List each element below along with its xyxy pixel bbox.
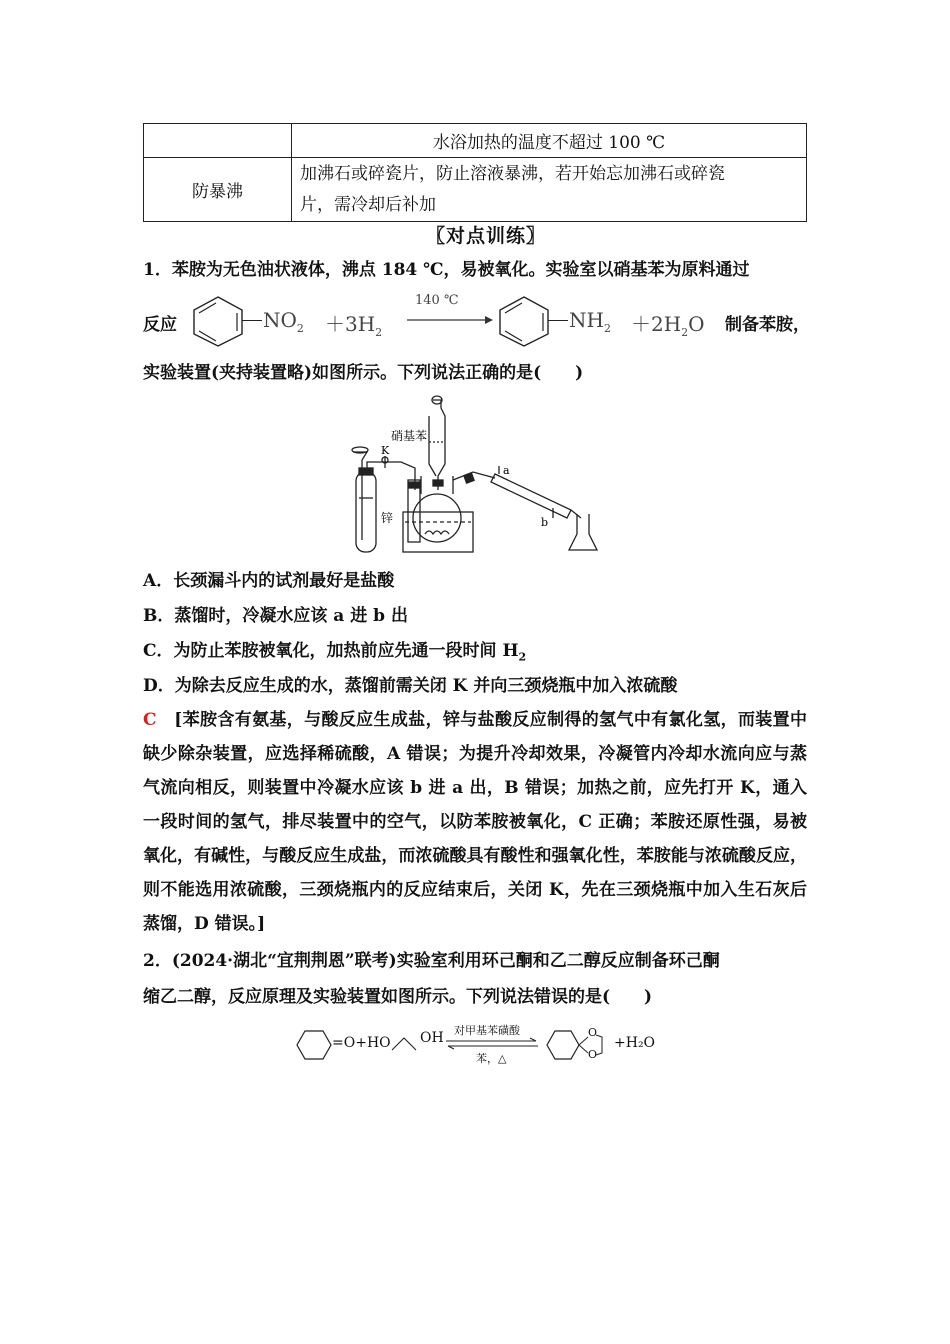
q1-reaction-line: [143, 290, 823, 350]
scheme-o-top: O: [588, 1026, 598, 1039]
table-cell-content: 水浴加热的温度不超过 100 ℃: [292, 124, 807, 158]
label-a: a: [503, 464, 510, 477]
answer-letter: C: [143, 710, 157, 730]
label-zinc: 锌: [381, 511, 394, 525]
table-cell-label: 防暴沸: [144, 158, 292, 222]
label-nitrobenzene: 硝基苯: [391, 429, 428, 443]
water-text: ＋2H: [631, 312, 682, 336]
hydrogen-reactant: [325, 308, 382, 339]
option-c-text: C．为防止苯胺被氧化，加热前应先通一段时间 H: [143, 641, 519, 661]
option-c: [143, 640, 526, 668]
scheme-catalyst: 对甲基苯磺酸: [454, 1024, 520, 1037]
option-a: A．长颈漏斗内的试剂最好是盐酸: [143, 571, 395, 591]
q1-line3: 实验装置(夹持装置略)如图所示。下列说法正确的是( ): [143, 363, 584, 383]
table-row: [144, 158, 807, 222]
label-k: K: [381, 444, 390, 457]
h2-sub: 2: [375, 326, 383, 339]
label-b: b: [541, 516, 549, 529]
reaction-arrow-icon: [405, 314, 493, 326]
reaction-suffix: 制备苯胺，: [725, 315, 810, 335]
scheme-o-bottom: O: [588, 1048, 598, 1061]
benzene-ring-icon: [493, 294, 555, 348]
section-title: 〖对点训练〗: [426, 225, 547, 247]
equilibrium-arrow-icon: [444, 1037, 540, 1051]
reaction-prefix: 反应: [143, 315, 177, 335]
cyclohexane-ring-icon: [296, 1028, 332, 1062]
table-row: [144, 124, 807, 158]
benzene-ring-icon: [187, 294, 249, 348]
h2-text: ＋3H: [325, 312, 376, 336]
info-table: [143, 123, 807, 222]
table-cell-content: [292, 158, 807, 222]
amino-sub: 2: [603, 322, 611, 335]
q2-line1: 2．(2024·湖北“宜荆荆恩”联考)实验室利用环己酮和乙二醇反应制备环己酮: [143, 951, 720, 971]
scheme-oh: OH: [420, 1030, 444, 1046]
water-product: [631, 308, 705, 339]
ethylene-chain-icon: [390, 1032, 420, 1056]
scheme-left: =O+HO: [332, 1035, 391, 1051]
scheme-condition: 苯，△: [476, 1052, 507, 1065]
bond-line: [242, 320, 262, 321]
apparatus-figure: [345, 394, 615, 558]
answer-explanation: [143, 703, 807, 941]
amino-group: [569, 308, 611, 335]
table-cell-line: 片，需冷却后补加: [300, 194, 436, 215]
option-c-sub: 2: [518, 650, 527, 664]
table-cell-line: 加沸石或碎瓷片，防止溶液暴沸，若开始忘加沸石或碎瓷: [300, 163, 725, 184]
option-d: D．为除去反应生成的水，蒸馏前需关闭 K 并向三颈烧瓶中加入浓硫酸: [143, 676, 678, 696]
water-o: O: [688, 312, 705, 336]
ketal-product-icon: [546, 1026, 610, 1064]
q1-line1: 1．苯胺为无色油状液体，沸点 184 ℃，易被氧化。实验室以硝基苯为原料通过: [143, 260, 750, 280]
nitro-text: NO: [263, 308, 297, 332]
scheme-product: +H₂O: [614, 1035, 656, 1051]
table-cell-label: [144, 124, 292, 158]
option-b: B．蒸馏时，冷凝水应该 a 进 b 出: [143, 606, 408, 626]
reaction-condition: 140 ℃: [415, 293, 459, 308]
nitro-group: [263, 308, 304, 335]
amino-text: NH: [569, 308, 604, 332]
q2-line2: 缩乙二醇，反应原理及实验装置如图所示。下列说法错误的是( ): [143, 987, 653, 1007]
water-sub: 2: [681, 326, 689, 339]
bond-line: [548, 320, 568, 321]
q2-reaction-scheme: [296, 1022, 666, 1068]
explanation-text: [苯胺含有氨基，与酸反应生成盐，锌与盐酸反应制得的氢气中有氯化氢，而装置中缺少除杂装置，应选择稀硫酸，A 错误；为提升冷却效果，冷凝管内冷却水流向应与蒸气流向相反，则装置中冷凝水应该 b 进 a 出，B 错误；加热之前，应先打开 K，通入一段时间的氢气，排尽装置中的空气，以防苯胺被氧化，C 正确；苯胺还原性强，易被氧化，有碱性，与酸反应生成盐，而浓硫酸具有酸性和强氧化性，苯胺能与浓硫酸反应，则不能选用浓硫酸，三颈烧瓶内的反应结束后，关闭 K，先在三颈烧瓶中加入生石灰后蒸馏，D 错误。]: [143, 710, 808, 934]
nitro-sub: 2: [296, 322, 304, 335]
